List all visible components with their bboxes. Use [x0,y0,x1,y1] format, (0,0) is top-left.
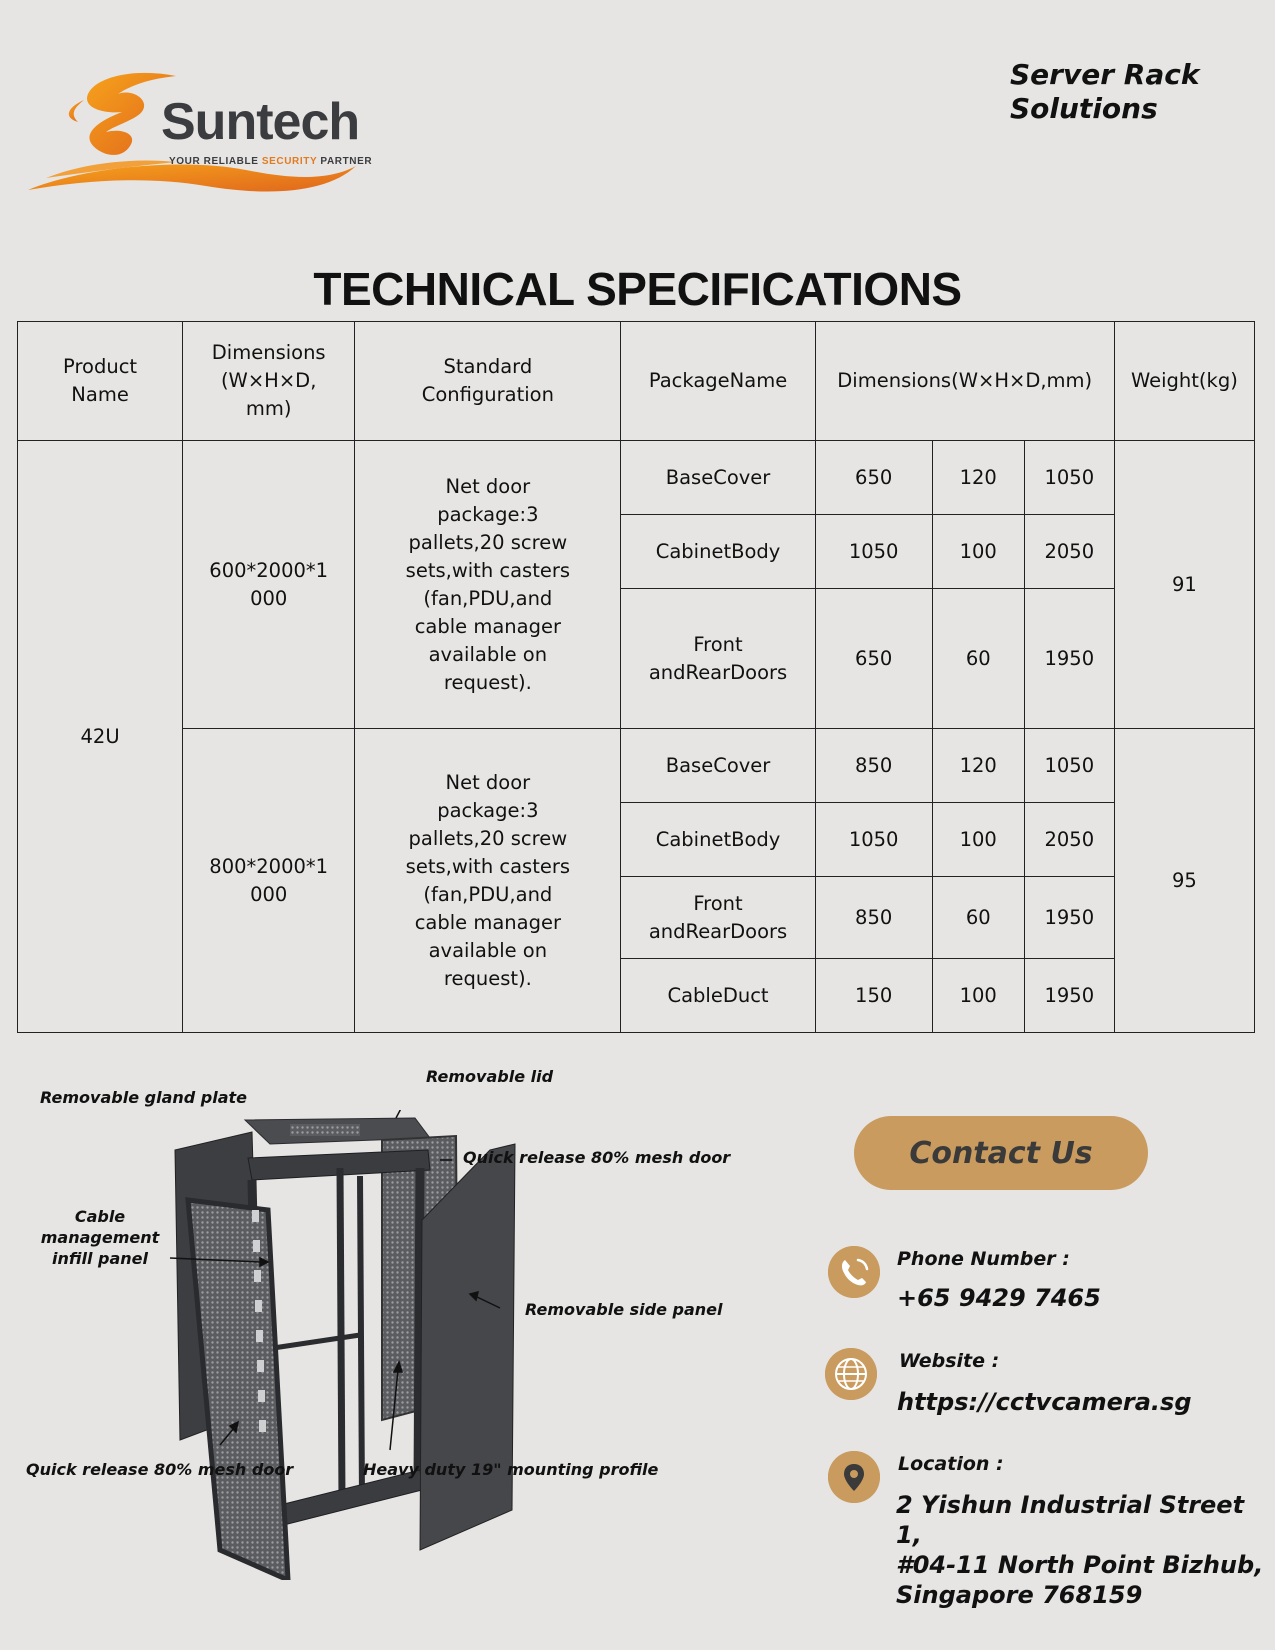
package-name-cell: Front andRearDoors [621,589,815,729]
table-row [18,729,1255,803]
package-d-cell: 1950 [1024,589,1114,729]
package-w-cell: 650 [815,441,932,515]
contact-us-button[interactable]: Contact Us [854,1116,1148,1190]
package-d-cell: 2050 [1024,515,1114,589]
table-header-row [18,322,1255,441]
callout-removable-gland-plate: Removable gland plate [40,1088,248,1107]
spec-table [17,321,1255,1033]
package-name-cell: CabinetBody [621,515,815,589]
phone-icon [828,1246,880,1298]
dimensions-cell: 800*2000*1000 [183,729,355,1033]
package-h-cell: 120 [932,729,1024,803]
table-row [18,441,1255,515]
package-w-cell: 1050 [815,803,932,877]
callout-mesh-door-top: Quick release 80% mesh door [463,1148,731,1167]
package-w-cell: 850 [815,729,932,803]
package-h-cell: 100 [932,959,1024,1033]
header-weight: Weight(kg) [1114,322,1254,441]
address-line-1: 2 Yishun Industrial Street 1, [896,1491,1245,1549]
location-pin-icon [828,1451,880,1503]
header-standard-configuration: Standard Configuration [355,322,621,441]
package-name-cell: CableDuct [621,959,815,1033]
package-h-cell: 60 [932,589,1024,729]
config-cell: Net door package:3 pallets,20 screw sets,with casters (fan,PDU,and cable manager available on request). [355,729,621,1033]
address [896,1490,1275,1610]
package-w-cell: 850 [815,877,932,959]
phone-number[interactable]: +65 9429 7465 [897,1284,1101,1312]
config-cell: Net door package:3 pallets,20 screw sets,with casters (fan,PDU,and cable manager available on request). [355,441,621,729]
spec-title: TECHNICAL SPECIFICATIONS [313,263,962,315]
package-d-cell: 1050 [1024,441,1114,515]
website-link[interactable] [897,1387,1192,1417]
location-label: Location : [898,1453,1004,1475]
package-d-cell: 2050 [1024,803,1114,877]
package-name-cell: BaseCover [621,729,815,803]
package-name-cell: BaseCover [621,441,815,515]
callout-mesh-door-bottom: Quick release 80% mesh door [26,1460,294,1479]
website-label: Website : [899,1350,1000,1372]
address-line-2: #04-11 North Point Bizhub, [896,1551,1264,1579]
rack-exploded-diagram [20,1067,731,1580]
product-name-cell: 42U [18,441,183,1033]
callout-removable-lid: Removable lid [426,1067,554,1086]
header-package-dimensions: Dimensions(W×H×D,mm) [815,322,1114,441]
package-name-cell: Front andRearDoors [621,877,815,959]
package-h-cell: 100 [932,515,1024,589]
package-d-cell: 1950 [1024,877,1114,959]
package-h-cell: 100 [932,803,1024,877]
phone-label: Phone Number : [897,1248,1070,1270]
website-url[interactable]: https://cctvcamera.sg [897,1388,1192,1416]
dimensions-cell: 600*2000*1000 [183,441,355,729]
header-title: Server Rack Solutions [1010,58,1200,125]
package-w-cell: 1050 [815,515,932,589]
globe-icon [825,1348,877,1400]
weight-cell: 91 [1114,441,1254,729]
callout-mounting-profile: Heavy duty 19" mounting profile [363,1460,659,1479]
header-package-name: PackageName [621,322,815,441]
package-h-cell: 60 [932,877,1024,959]
package-name-cell: CabinetBody [621,803,815,877]
logo-tagline: YOUR RELIABLE SECURITY PARTNER [169,156,373,167]
address-line-3: Singapore 768159 [896,1581,1143,1609]
package-d-cell: 1050 [1024,729,1114,803]
package-w-cell: 650 [815,589,932,729]
callout-removable-side-panel: Removable side panel [525,1300,723,1319]
suntech-logo [26,70,373,210]
header-product-name: Product Name [18,322,183,441]
package-d-cell: 1950 [1024,959,1114,1033]
callout-cable-management-panel: Cable management infill panel [40,1207,160,1268]
server-rack-illustration [20,1110,730,1580]
header-dimensions: Dimensions (W×H×D, mm) [183,322,355,441]
weight-cell: 95 [1114,729,1254,1033]
logo-wordmark: Suntech [161,93,360,151]
package-w-cell: 150 [815,959,932,1033]
package-h-cell: 120 [932,441,1024,515]
